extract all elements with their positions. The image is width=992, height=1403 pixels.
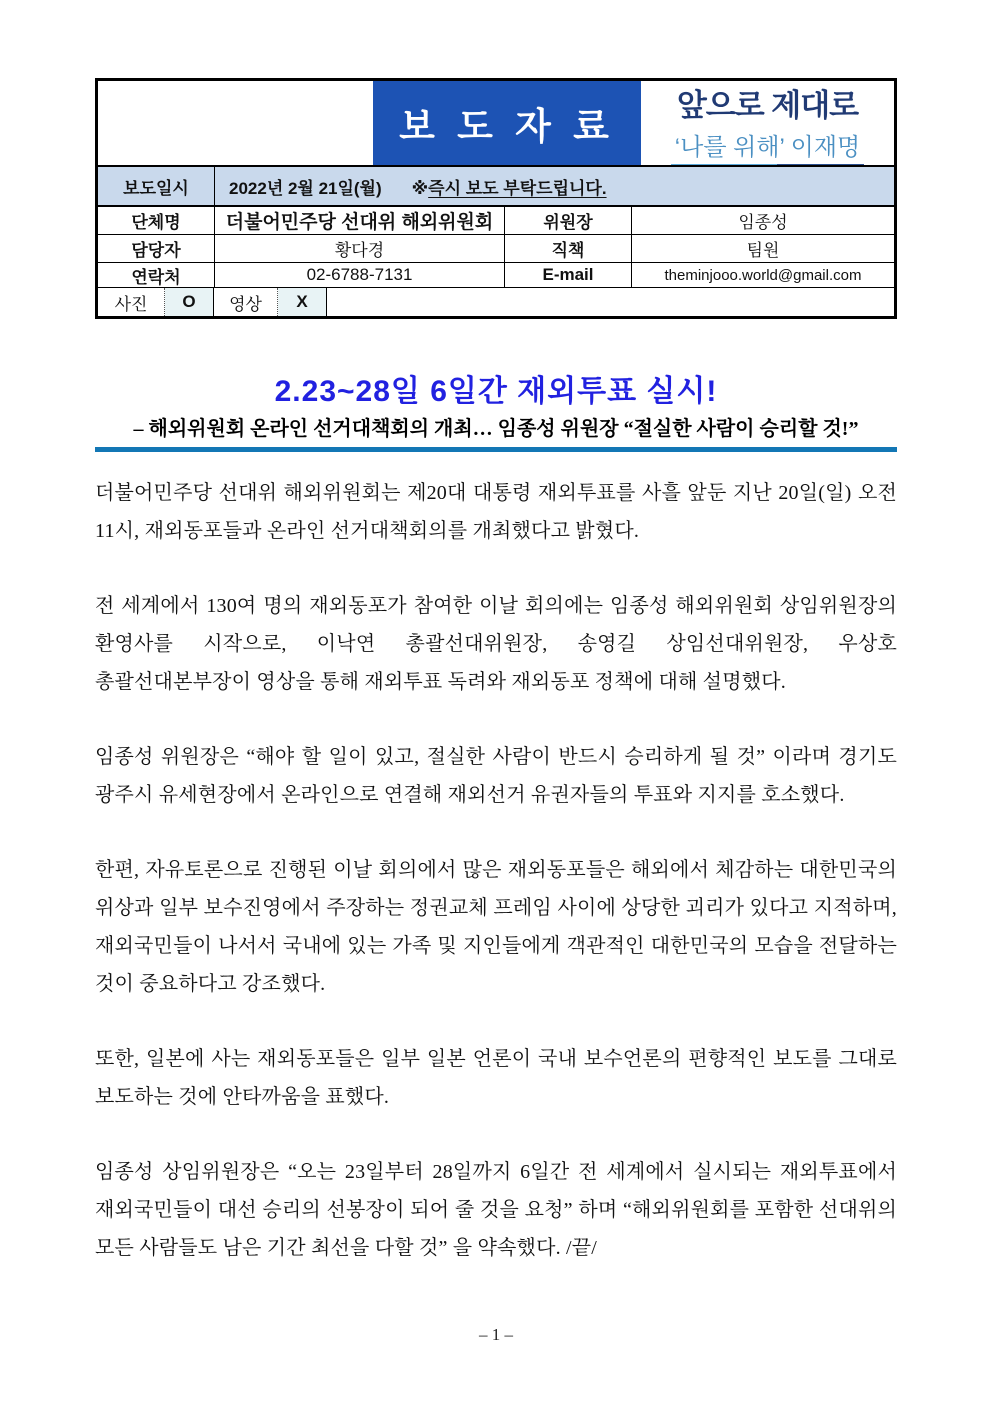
phone-value: 02-6788-7131 <box>215 263 505 287</box>
immediate-release-note: ※즉시 보도 부탁드립니다. <box>411 178 607 198</box>
headline-divider-rule <box>95 447 897 452</box>
release-date-value <box>215 167 894 205</box>
page-number: – 1 – <box>479 1325 513 1344</box>
chairman-value: 임종성 <box>738 213 788 232</box>
release-date-text: 2022년 2월 21일(월) <box>229 178 382 198</box>
body-paragraph: 임종성 위원장은 “해야 할 일이 있고, 절실한 사람이 반드시 승리하게 될 것” 이라며 경기도 광주시 유세현장에서 온라인으로 연결해 재외선거 유권자들의 투표와 지지를 호소했다. <box>95 746 897 806</box>
photo-flag: O <box>165 288 214 316</box>
body-paragraph: 더불어민주당 선대위 해외위원회는 제20대 대통령 재외투표를 사흘 앞둔 지난 20일(일) 오전 11시, 재외동포들과 온라인 선거대책회의를 개최했다고 밝혔다. <box>95 482 897 542</box>
body-paragraph: 임종성 상임위원장은 “오는 23일부터 28일까지 6일간 전 세계에서 실시되는 재외투표에서 재외국민들이 대선 승리의 선봉장이 되어 줄 것을 요청” 하며 “해외위원회를 포함한 선대위의 모든 사람들도 남은 기간 최선을 다할 것” 을 약속했다. /끝/ <box>95 1161 897 1259</box>
position-value: 팀원 <box>746 241 780 260</box>
body-paragraph: 한편, 자유토론으로 진행된 이날 회의에서 많은 재외동포들은 해외에서 체감하는 대한민국의 위상과 일부 보수진영에서 주장하는 정권교체 프레임 사이에 상당한 괴리가 있다고 지적하며, 재외국민들이 나서서 국내에 있는 가족 및 지인들에게 객관적인 대한민국의 모습을 전달하는 것이 중요하다고 강조했다. <box>95 859 897 995</box>
body-paragraph: 또한, 일본에 사는 재외동포들은 일부 일본 언론이 국내 보수언론의 편향적인 보도를 그대로 보도하는 것에 안타까움을 표했다. <box>95 1048 897 1108</box>
logo-slogan-line1: 앞으로 제대로 <box>676 87 859 123</box>
phone-label: 연락처 <box>98 263 215 287</box>
masthead-row <box>98 81 894 167</box>
body-paragraph: 전 세계에서 130여 명의 재외동포가 참여한 이날 회의에는 임종성 해외위원회 상임위원장의 환영사를 시작으로, 이낙연 총괄선대위원장, 송영길 상임선대위원장, 우상호 총괄선대본부장이 영상을 통해 재외투표 독려와 재외동포 정책에 대해 설명했다. <box>95 595 897 693</box>
email-label: E-mail <box>505 263 632 287</box>
video-flag: X <box>278 288 327 316</box>
photo-label: 사진 <box>98 288 165 316</box>
video-label: 영상 <box>214 288 278 316</box>
email-value: theminjooo.world@gmail.com <box>664 266 862 284</box>
release-date-label: 보도일시 <box>98 167 215 205</box>
media-row-spacer <box>327 288 894 316</box>
article-body <box>95 474 897 1304</box>
organization-label: 단체명 <box>98 207 215 234</box>
chairman-label: 위원장 <box>505 207 632 234</box>
masthead-info-table <box>95 78 897 319</box>
logo-slogan-line2: ‘나를 위해’ 이재명 <box>671 127 864 166</box>
organization-row <box>98 207 894 235</box>
manager-label: 담당자 <box>98 235 215 262</box>
press-release-banner: 보 도 자 료 <box>373 81 641 165</box>
campaign-logo <box>641 81 894 165</box>
manager-value: 황다경 <box>215 235 505 262</box>
organization-value: 더불어민주당 선대위 해외위원회 <box>215 207 505 234</box>
manager-row <box>98 235 894 263</box>
contact-row <box>98 263 894 288</box>
headline-subtitle: – 해외위원회 온라인 선거대책회의 개최… 임종성 위원장 “절실한 사람이 승리할 것!” <box>133 418 859 440</box>
headline-title: 2.23~28일 6일간 재외투표 실시! <box>274 375 718 408</box>
release-date-row <box>98 167 894 207</box>
media-availability-row <box>98 288 894 316</box>
masthead-empty-cell <box>98 81 373 165</box>
position-label: 직책 <box>505 235 632 262</box>
